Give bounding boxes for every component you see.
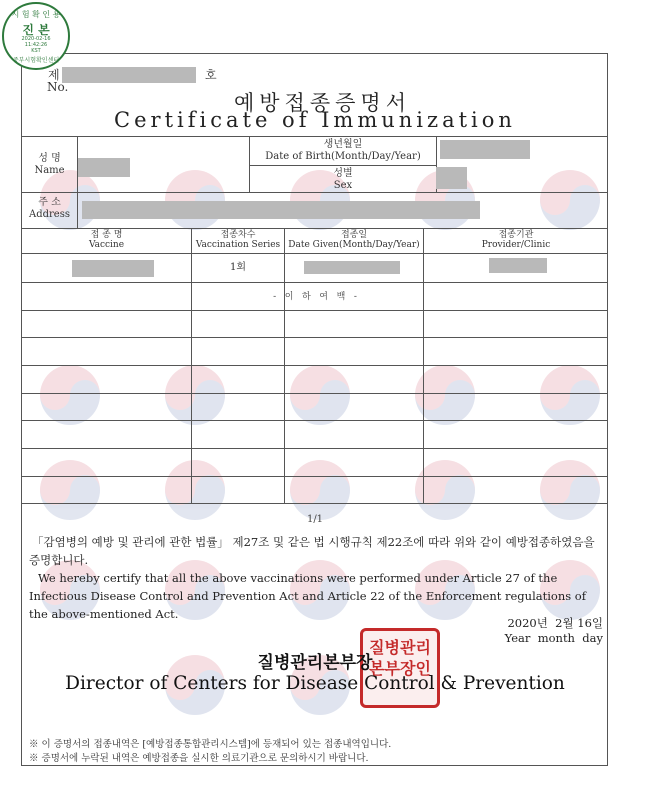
- header-provider-ko: 접종기관: [498, 230, 534, 240]
- header-vaccine-ko: 접 종 명: [90, 230, 123, 240]
- name-label-english: Name: [34, 165, 65, 176]
- dob-value-redacted: [440, 140, 530, 159]
- verification-stamp: [2, 2, 70, 70]
- header-provider-en: Provider/Clinic: [481, 240, 551, 250]
- stamp-date: 2020-02-16: [21, 36, 51, 42]
- rule: [21, 136, 608, 137]
- no-prefix: 제: [48, 68, 60, 82]
- note-2: ※ 증명서에 누락된 내역은 예방접종을 실시한 의료기관으로 문의하시기 바랍니다.: [29, 753, 369, 764]
- header-date-en: Date Given(Month/Day/Year): [288, 240, 420, 250]
- vaccine-name-redacted: [72, 260, 154, 277]
- note-1: ※ 이 증명서의 접종내역은 [예방접종통합관리시스템]에 등재되어 있는 접종내역입니다.: [29, 739, 392, 750]
- no-suffix: 호: [205, 68, 217, 82]
- rule: [21, 365, 608, 366]
- sex-label-korean: 성별: [333, 168, 353, 179]
- signatory-english: Director of Centers for Disease Control & Prevention: [65, 673, 565, 694]
- rule: [21, 393, 608, 394]
- rule: [21, 503, 608, 504]
- stamp-issuer: 중부시험확인센터: [12, 57, 60, 64]
- rule: [21, 253, 608, 254]
- stamp-code: KST: [31, 48, 41, 54]
- header-date-ko: 접종일: [340, 230, 368, 240]
- rule: [21, 476, 608, 477]
- stamp-center: 진 본: [22, 23, 50, 37]
- header-series-en: Vaccination Series: [195, 240, 281, 250]
- issue-date-label: Year month day: [504, 631, 603, 645]
- dob-label-english: Date of Birth(Month/Day/Year): [265, 151, 421, 162]
- rule: [77, 136, 78, 228]
- title-english: Certificate of Immunization: [114, 108, 516, 132]
- statement-english: We hereby certify that all the above vaccinations were performed under Article 27 of the Infectious Disease Control and Prevention Act and Article 22 of the Enforcement regulations of the above-mentioned Act.: [29, 571, 586, 621]
- issue-date: 2020년 2월 16일: [507, 616, 603, 630]
- provider-redacted: [489, 258, 547, 273]
- address-label-korean: 주 소: [38, 197, 61, 208]
- rule: [21, 448, 608, 449]
- row1-series: 1회: [229, 262, 247, 273]
- sex-label-english: Sex: [333, 180, 353, 191]
- name-label-korean: 성 명: [38, 153, 61, 164]
- no-label: No.: [47, 80, 69, 94]
- name-value-redacted: [78, 158, 130, 177]
- rule: [284, 228, 285, 503]
- address-label-english: Address: [29, 209, 70, 220]
- rule: [21, 420, 608, 421]
- sex-value-redacted: [436, 167, 467, 189]
- rule: [21, 192, 608, 193]
- date-given-redacted: [304, 261, 400, 274]
- rule: [249, 165, 436, 166]
- address-value-redacted: [82, 201, 480, 219]
- blank-marker: - 이 하 여 백 -: [273, 292, 357, 302]
- dob-label-korean: 생년월일: [323, 139, 363, 150]
- rule: [21, 310, 608, 311]
- rule: [423, 228, 424, 503]
- header-series-ko: 접종차수: [220, 230, 256, 240]
- page-number: 1/1: [306, 514, 324, 525]
- title-korean: 예방접종증명서: [233, 91, 411, 115]
- stamp-time: 11:42:26: [24, 42, 48, 48]
- signatory-korean: 질병관리본부장: [257, 653, 373, 673]
- certificate-number-redacted: [62, 67, 196, 83]
- rule: [21, 228, 608, 229]
- statement-korean: 「감염병의 예방 및 관리에 관한 법률」 제27조 및 같은 법 시행규칙 제22조에 따라 위와 같이 예방접종하였음을 증명합니다.: [29, 535, 595, 567]
- stamp-ring-text: 시 험 확 인 용: [11, 10, 61, 19]
- header-vaccine-en: Vaccine: [88, 240, 125, 250]
- rule: [21, 282, 608, 283]
- rule: [21, 337, 608, 338]
- seal-text: 질병관리본부장인: [369, 638, 431, 678]
